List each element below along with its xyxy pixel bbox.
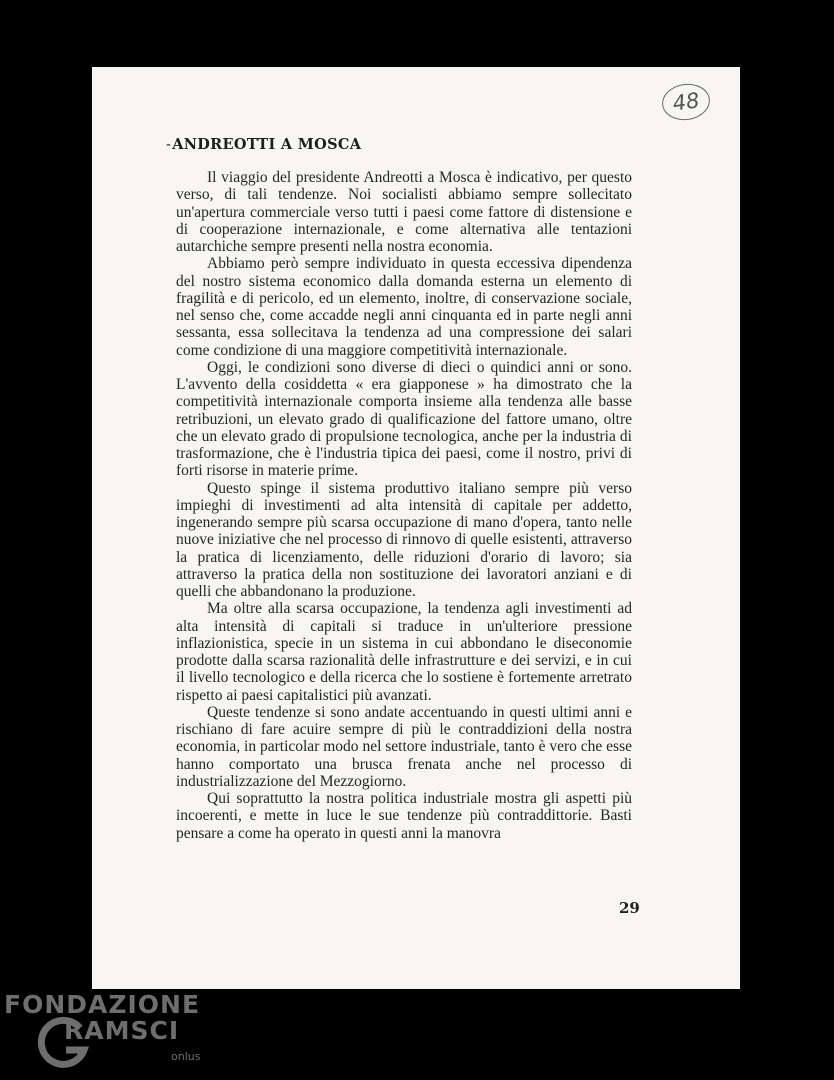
article-title: ‐ ANDREOTTI A MOSCA [172, 136, 361, 153]
folio-number-text: 48 [671, 88, 701, 116]
fondazione-gramsci-logo [4, 990, 214, 1075]
logo-line-gramsci: RAMSCI [64, 1016, 180, 1045]
paragraph: Il viaggio del presidente Andreotti a Mosca è indicativo, per questo verso, di tali tendenze. Noi socialisti abbiamo sempre sollecitato un'apertura commerciale verso tutti i paesi come fattore di distensione e di cooperazione internazionale, e come alternativa alle tentazioni autarchiche sempre presenti nella nostra economia. [176, 169, 632, 255]
paragraph: Qui soprattutto la nostra politica industriale mostra gli aspetti più incoerenti, e mette in luce le sue tendenze più contraddittorie. Basti pensare a come ha operato in questi anni la manovra [176, 790, 632, 842]
handwritten-folio-number [660, 81, 713, 123]
paragraph: Queste tendenze si sono andate accentuando in questi ultimi anni e rischiano di fare acuire sempre di più le contraddizioni della nostra economia, in particolar modo nel settore industriale, tanto è vero che esse hanno comportato una brusca frenata anche nel processo di industrializzazione del Mezzogiorno. [176, 703, 632, 790]
paragraph: Abbiamo però sempre individuato in questa eccessiva dipendenza del nostro sistema economico dalla domanda esterna un elemento di fragilità e di pericolo, ed un elemento, inoltre, di conservazione sociale, nel senso che, come accadde negli anni cinquanta ed in parte negli anni sessanta, essa sollecitava la tendenza ad una compressione dei salari come condizione di una maggiore competitività internazionale. [176, 255, 632, 359]
article-body [176, 169, 632, 842]
paragraph: Questo spinge il sistema produttivo italiano sempre più verso impieghi di investimenti ad alta intensità di capitale per addetto, ingenerando sempre più scarsa occupazione di mano d'opera, tanto nelle nuove iniziative che nel processo di rinnovo di quelle esistenti, attraverso la pratica di licenziamento, delle riduzioni d'orario di lavoro; sia attraverso la pratica della non sostituzione dei lavoratori anziani e di quelli che abbandonano la produzione. [176, 479, 632, 600]
logo-onlus: onlus [171, 1050, 201, 1063]
logo-line-fondazione: FONDAZIONE [4, 990, 201, 1019]
page-number: 29 [619, 899, 640, 917]
paragraph: Ma oltre alla scarsa occupazione, la tendenza agli investimenti ad alta intensità di capitali si traduce in un'ulteriore pressione inflazionistica, specie in un sistema in cui abbondano le diseconomie prodotte dalla scarsa razionalità delle infrastrutture e dei servizi, e in cui il livello tecnologico e della ricerca che lo sostiene è fortemente arretrato rispetto ai paesi capitalistici più avanzati. [176, 600, 632, 704]
scanned-page [92, 67, 740, 989]
paragraph: Oggi, le condizioni sono diverse di dieci o quindici anni or sono. L'avvento della cosiddetta « era giapponese » ha dimostrato che la competitività internazionale comporta insieme alla tendenza alle basse retribuzioni, un elevato grado di qualificazione del fattore umano, oltre che un elevato grado di propulsione tecnologica, anche per la industria di trasformazione, che è l'industria tipica dei paesi, come il nostro, privi di forti risorse in materie prime. [176, 358, 632, 480]
